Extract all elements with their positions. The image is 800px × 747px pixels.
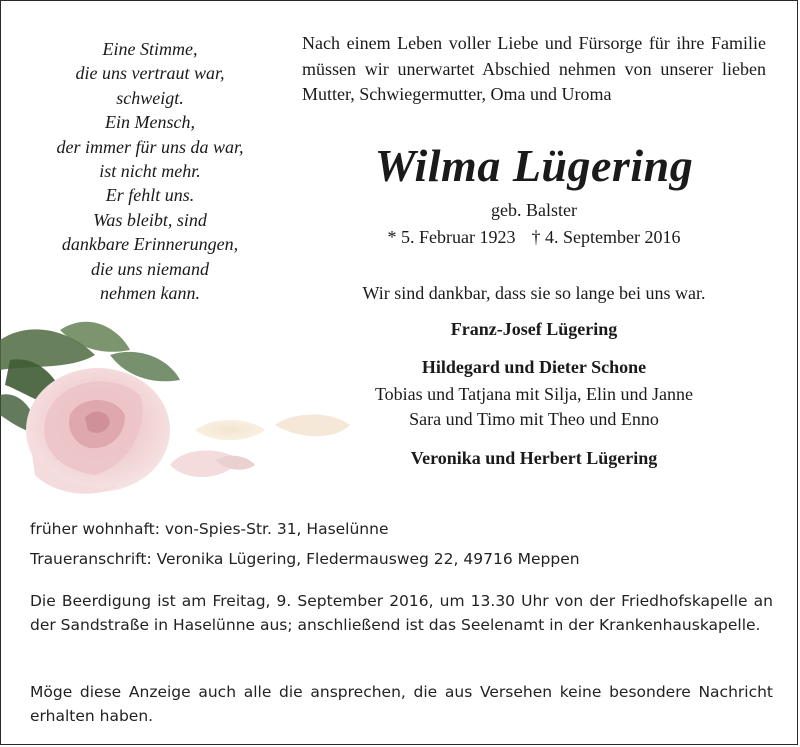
former-address: früher wohnhaft: von-Spies-Str. 31, Haselünne: [30, 520, 389, 538]
family-line-2: Hildegard und Dieter Schone: [421, 357, 647, 377]
closing-note: Möge diese Anzeige auch alle die ansprechen, die aus Versehen keine besondere Nachricht erhalten haben.: [30, 683, 773, 725]
family-line-4: Sara und Timo mit Theo und Enno: [409, 409, 659, 429]
birth-date: * 5. Februar 1923: [387, 227, 516, 247]
life-dates: [302, 225, 766, 249]
funeral-info: Die Beerdigung ist am Freitag, 9. September 2016, um 13.30 Uhr von der Friedhofskapelle an der Sandstraße in Haselünne aus; anschließend ist das Seelenamt in der Krankenhauskapelle.: [30, 592, 773, 634]
mourning-address: Traueranschrift: Veronika Lügering, Fledermausweg 22, 49716 Meppen: [30, 550, 580, 568]
poem-line: schweigt.: [116, 87, 184, 108]
rose-image: [0, 300, 380, 515]
poem-line: Eine Stimme,: [102, 39, 198, 59]
maiden-name: geb. Balster: [491, 200, 577, 220]
poem-line: Er fehlt uns.: [105, 185, 195, 206]
poem-line: die uns vertraut war,: [75, 63, 225, 84]
poem: [30, 37, 270, 305]
poem-line: ist nicht mehr.: [99, 161, 201, 182]
poem-line: Was bleibt, sind: [93, 209, 207, 230]
petals: [170, 414, 350, 477]
family-line-5: Veronika und Herbert Lügering: [410, 448, 658, 468]
poem-line: der immer für uns da war,: [56, 136, 244, 157]
poem-line: Ein Mensch,: [105, 112, 195, 133]
poem-line: dankbare Erinnerungen,: [61, 234, 239, 255]
rose: [26, 368, 170, 494]
poem-line: nehmen kann.: [100, 283, 200, 304]
death-date: † 4. September 2016: [531, 227, 681, 247]
family-line-1: Franz-Josef Lügering: [450, 319, 618, 339]
family-line-3: Tobias und Tatjana mit Silja, Elin und Janne: [374, 384, 694, 404]
intro-text: Nach einem Leben voller Liebe und Fürsorge für ihre Familie müssen wir unerwartet Abschied nehmen von unserer lieben Mutter, Schwiegermutter, Oma und Uroma: [302, 33, 766, 104]
deceased-name: Wilma Lügering: [374, 140, 694, 191]
poem-line: die uns niemand: [91, 258, 209, 279]
thanks-line: Wir sind dankbar, dass sie so lange bei uns war.: [362, 283, 706, 303]
